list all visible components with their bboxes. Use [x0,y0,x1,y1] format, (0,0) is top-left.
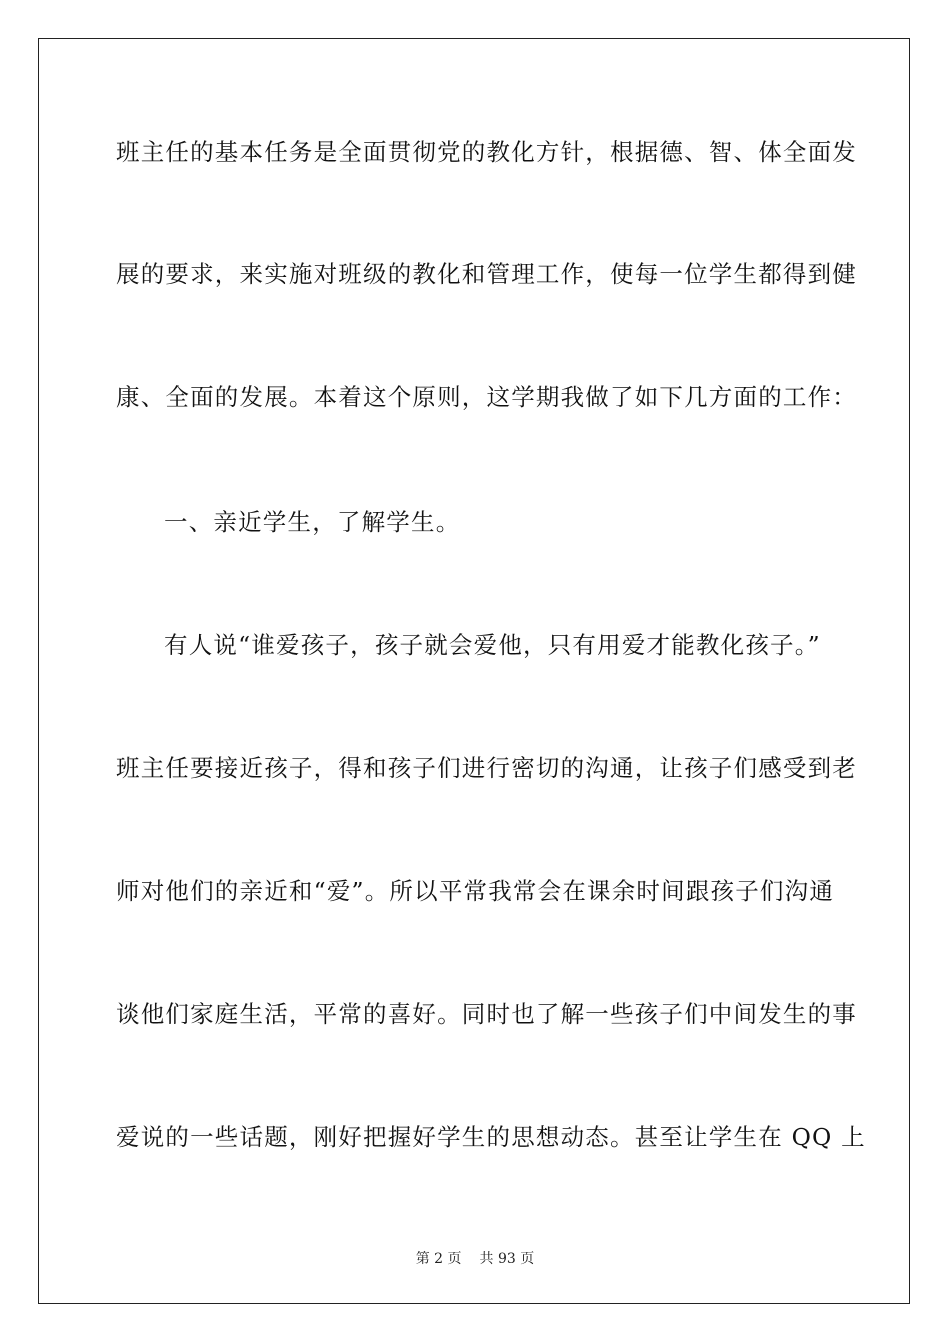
body-text-line: 班主任的基本任务是全面贯彻党的教化方针，根据德、智、体全面发 [116,138,857,166]
body-text-line: 谈他们家庭生活，平常的喜好。同时也了解一些孩子们中间发生的事 [116,1000,857,1028]
body-text-line: 师对他们的亲近和“爱”。所以平常我常会在课余时间跟孩子们沟通 [116,877,835,905]
page-footer [0,1248,950,1268]
body-text-line: 班主任要接近孩子，得和孩子们进行密切的沟通，让孩子们感受到老 [116,754,857,782]
section-heading: 一、亲近学生，了解学生。 [164,508,461,536]
page-total: 共 93 页 [479,1251,535,1267]
body-text-line: 展的要求，来实施对班级的教化和管理工作，使每一位学生都得到健 [116,260,857,288]
page-number: 第 2 页 [415,1251,462,1267]
body-text-line: 有人说“谁爱孩子，孩子就会爱他，只有用爱才能教化孩子。” [164,631,821,659]
body-text-line: 康、全面的发展。本着这个原则，这学期我做了如下几方面的工作： [116,383,857,411]
body-text-line: 爱说的一些话题，刚好把握好学生的思想动态。甚至让学生在 QQ 上 [116,1123,866,1151]
page-frame [38,38,910,1304]
